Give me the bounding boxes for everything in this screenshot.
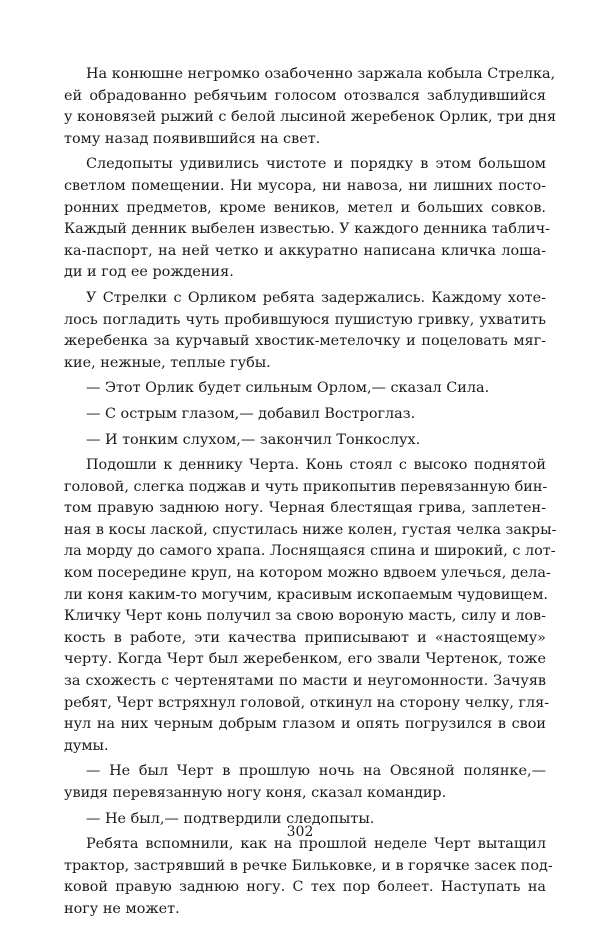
text-line: ди и год ее рождения.	[64, 264, 234, 281]
text-line: ком посередине круп, на котором можно вдвоем улечься, дела-	[64, 565, 551, 582]
text-line: жеребенка за курчавый хвостик-метелочку и поцеловать мяг-	[64, 333, 546, 350]
text-line: лось погладить чуть пробившуюся пушистую гривку, ухватить	[64, 311, 546, 328]
text-line: ногу не может.	[64, 900, 180, 917]
text-line: На конюшне негромко озабоченно заржала кобыла Стрелка,	[86, 66, 556, 82]
text-line: ковой правую заднюю ногу. С тех пор болеет. Наступать на	[64, 879, 546, 896]
text-line: ная в косы лаской, спустилась ниже колен, густая челка закры-	[64, 521, 557, 538]
page-body	[64, 64, 557, 925]
text-line: ребят, Черт встряхнул головой, откинул на сторону челку, гля-	[64, 694, 550, 711]
paragraph	[64, 761, 546, 804]
text-line: — И тонким слухом,— закончил Тонкослух.	[86, 431, 421, 448]
paragraph	[64, 378, 546, 400]
paragraph	[64, 455, 557, 757]
text-line: думы.	[64, 737, 109, 754]
text-line: ей обрадованно ребячьим голосом отозвался заблудившийся	[64, 87, 546, 104]
text-line: Ребята вспомнили, как на прошлой неделе Черт вытащил	[86, 836, 546, 853]
text-line: кие, нежные, теплые губы.	[64, 354, 271, 371]
paragraph	[64, 154, 551, 284]
paragraph	[64, 404, 546, 426]
text-line: Кличку Черт конь получил за свою вороную масть, силу и лов-	[64, 608, 546, 625]
text-line: — Не был Черт в прошлую ночь на Овсяной полянке,—	[86, 763, 546, 780]
text-line: головой, слегка поджав и чуть прикопытив перевязанную бин-	[64, 478, 548, 495]
text-line: ка-паспорт, на ней четко и аккуратно написана кличка лоша-	[64, 242, 546, 259]
paragraph	[64, 64, 557, 150]
text-line: трактор, застрявший в речке Бильковке, и в горячке засек под-	[64, 857, 553, 874]
text-line: у коновязей рыжий с белой лысиной жеребенок Орлик, три дня	[64, 109, 557, 126]
text-line: тому назад появившийся на свет.	[64, 130, 321, 147]
text-line: кость в работе, эти качества приписывают и «настоящему»	[64, 629, 546, 646]
text-line: — Этот Орлик будет сильным Орлом,— сказал Сила.	[86, 380, 490, 397]
text-line: черту. Когда Черт был жеребенком, его звали Чертенок, тоже	[64, 651, 546, 668]
text-line: Каждый денник выбелен известью. У каждого денника таблич-	[64, 221, 551, 238]
text-line: — С острым глазом,— добавил Востроглаз.	[86, 405, 416, 422]
paragraph	[64, 288, 546, 374]
text-line: — Не был,— подтвердили следопыты.	[86, 810, 375, 827]
text-line: ли коня каким-то могучим, красивым ископаемым чудовищем.	[64, 586, 548, 603]
text-line: Следопыты удивились чистоте и порядку в этом большом	[86, 156, 546, 173]
text-line: том правую заднюю ногу. Черная блестящая грива, заплетен-	[64, 500, 546, 517]
paragraph	[64, 430, 546, 452]
text-line: Подошли к деннику Черта. Конь стоял с высоко поднятой	[86, 457, 546, 474]
text-line: ронних предметов, кроме веников, метел и больших совков.	[64, 199, 546, 216]
text-line: У Стрелки с Орликом ребята задержались. Каждому хоте-	[86, 289, 546, 306]
text-line: светлом помещении. Ни мусора, ни навоза, ни лишних посто-	[64, 177, 546, 194]
text-line: нул на них черным добрым глазом и опять погрузился в свои	[64, 716, 546, 733]
text-line: увидя перевязанную ногу коня, сказал командир.	[64, 785, 447, 801]
text-line: за схожесть с чертенятами по масти и неугомонности. Зачуяв	[64, 673, 546, 690]
text-line: ла морду до самого храпа. Лоснящаяся спина и широкий, с лот-	[64, 543, 556, 560]
page-number: 302	[286, 824, 314, 840]
